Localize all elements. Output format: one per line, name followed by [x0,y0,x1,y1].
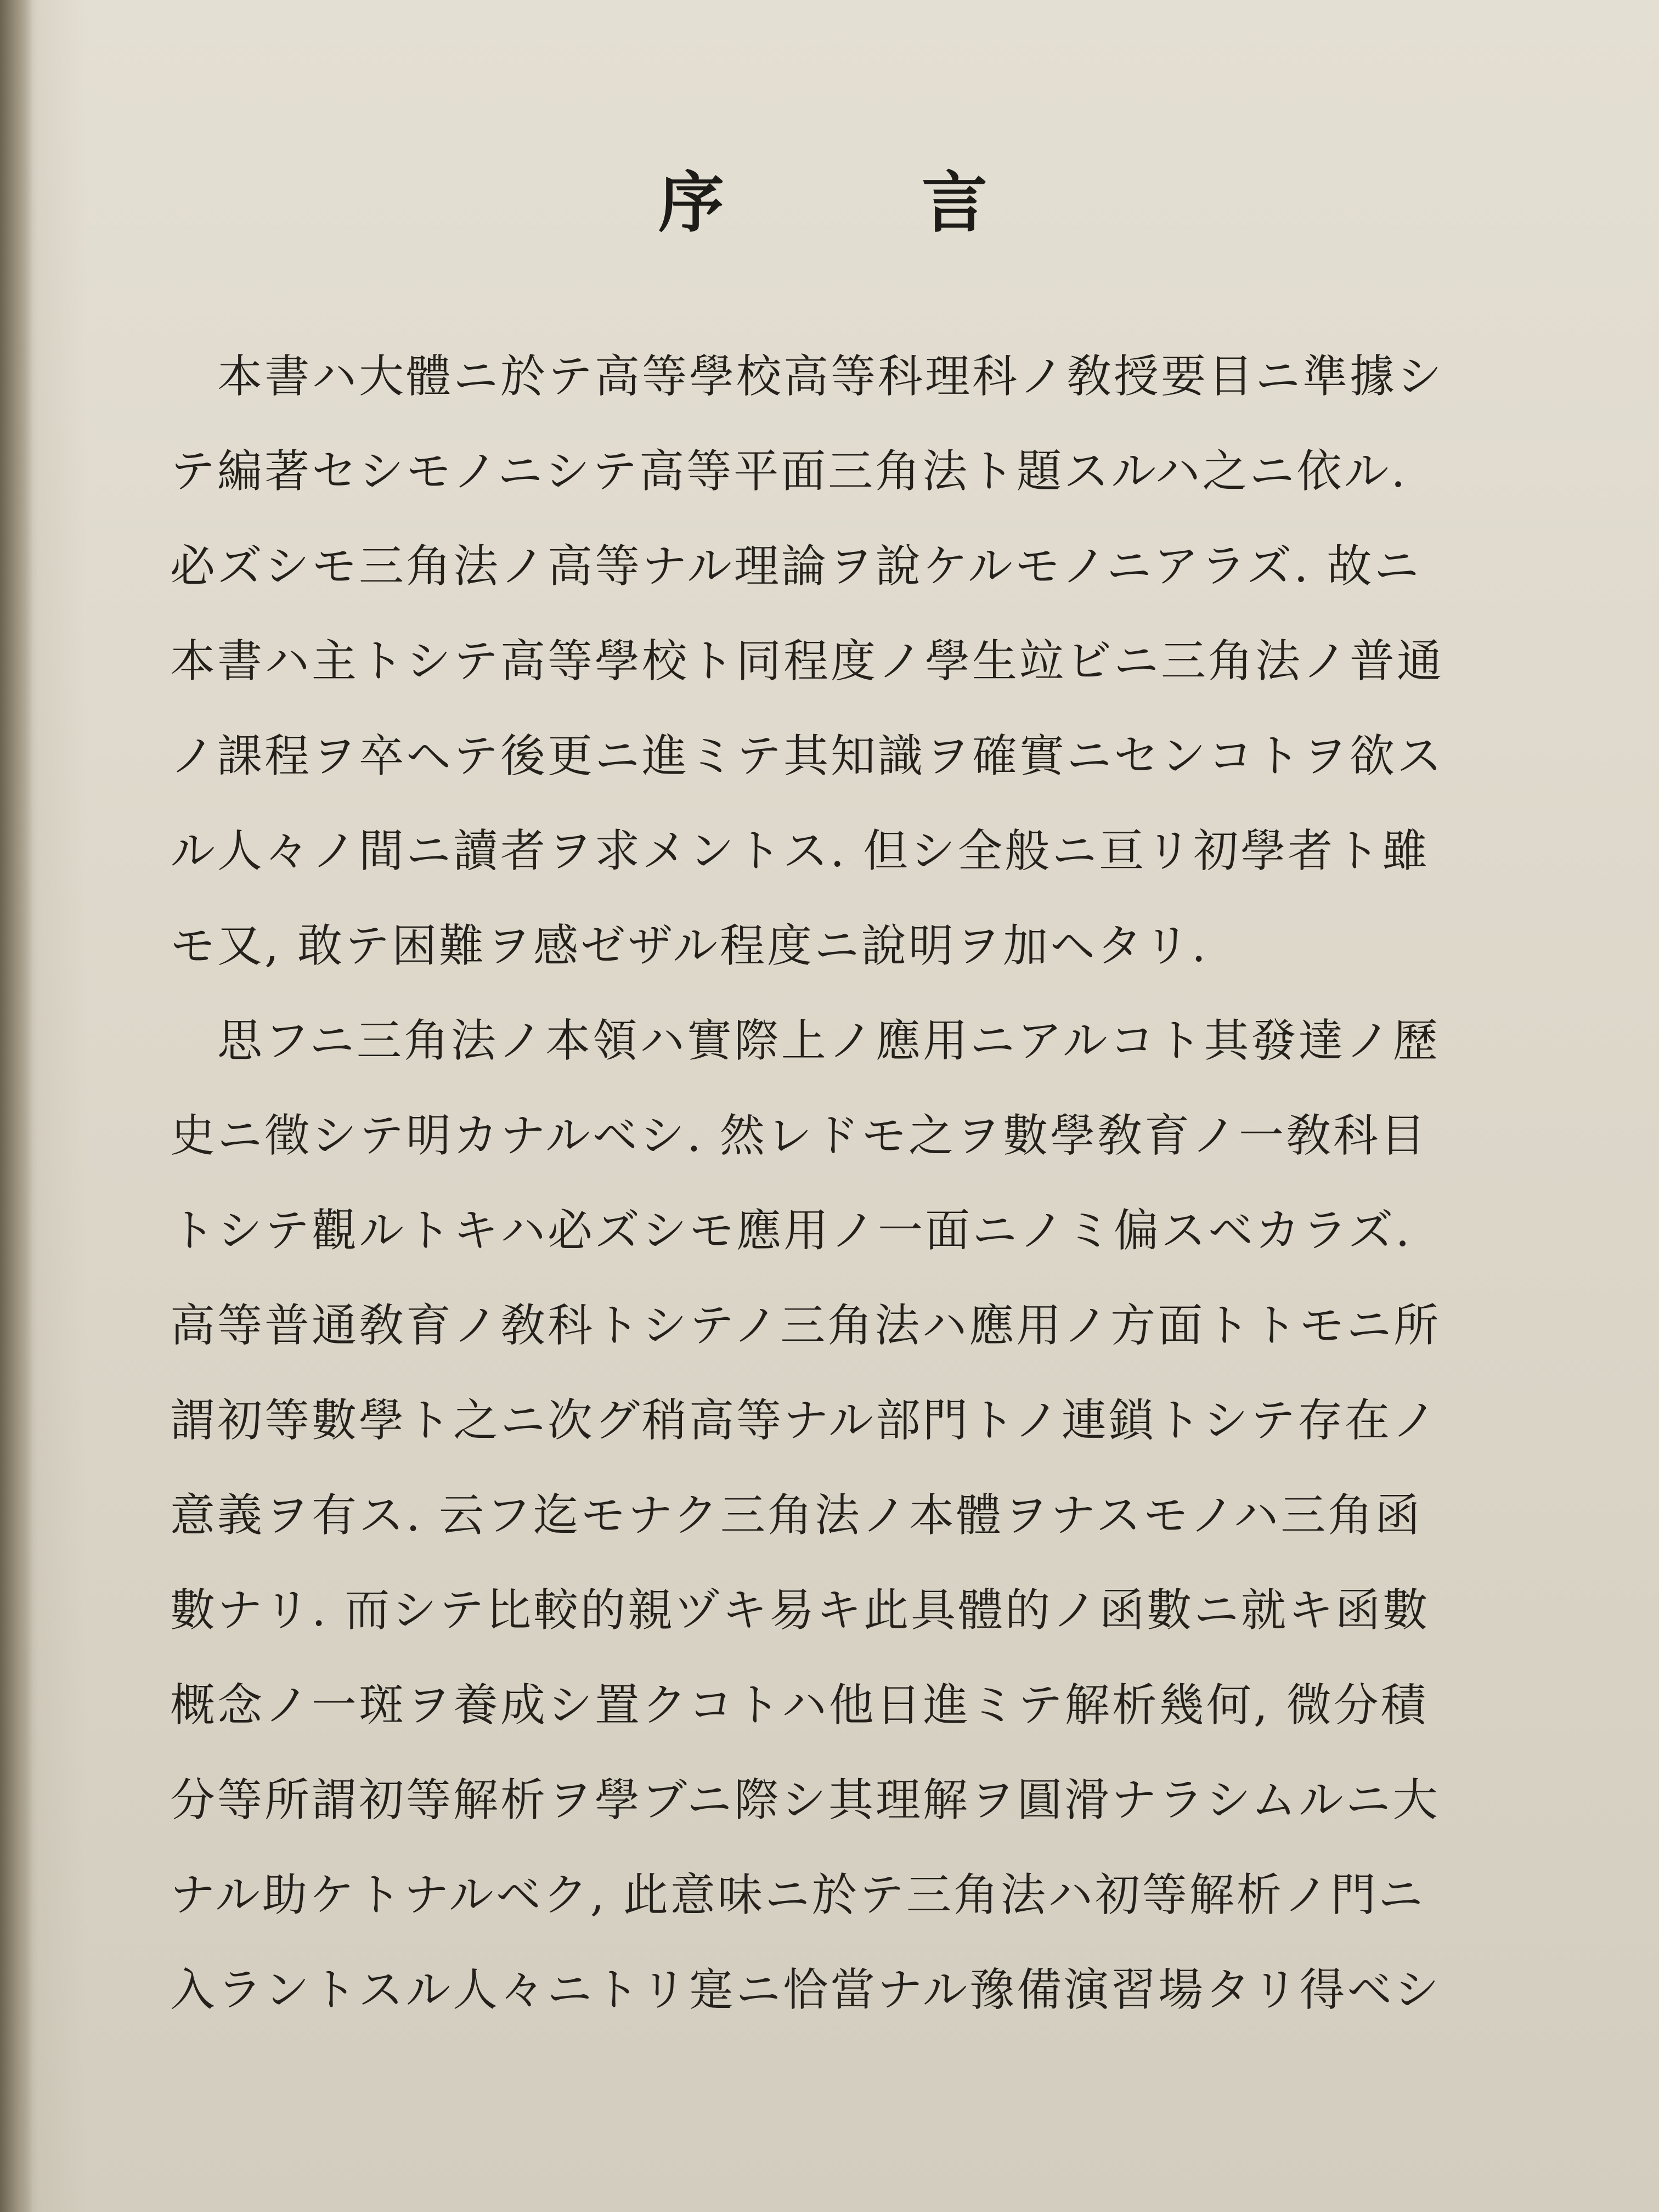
spine-shadow [0,0,33,2212]
text-line: モ又, 敢テ困難ヲ感ゼザル程度ニ說明ヲ加ヘタリ. [170,920,1209,972]
text-line: 入ラントスル人々ニトリ寔ニ恰當ナル豫備演習場タリ得ベシ [170,1964,1442,2016]
text-line: トシテ觀ルトキハ必ズシモ應用ノ一面ニノミ偏スベカラズ. [170,1205,1412,1257]
text-line: 本書ハ大體ニ於テ高等學校高等科理科ノ敎授要目ニ準據シ [170,351,1444,403]
text-line: 分等所謂初等解析ヲ學ブニ際シ其理解ヲ圓滑ナラシムルニ大 [170,1774,1440,1826]
title-char-2: 言 [922,164,988,241]
text-line: ナル助ケトナルベク, 此意味ニ於テ三角法ハ初等解析ノ門ニ [170,1869,1425,1921]
text-line: 意義ヲ有ス. 云フ迄モナク三角法ノ本體ヲナスモノハ三角函 [170,1489,1423,1542]
text-line: 概念ノ一斑ヲ養成シ置クコトハ他日進ミテ解析幾何, 微分積 [170,1679,1428,1731]
text-line: テ編著セシモノニシテ高等平面三角法ト題スルハ之ニ依ル. [170,445,1408,498]
preface-body [170,329,1454,2038]
title-char-1: 序 [658,164,724,241]
text-line: 高等普通敎育ノ敎科トシテノ三角法ハ應用ノ方面トトモニ所 [170,1300,1441,1352]
page-title [658,148,988,247]
text-line: 史ニ徵シテ明カナルベシ. 然レドモ之ヲ數學敎育ノ一敎科目 [170,1110,1428,1162]
text-line: 本書ハ主トシテ高等學校ト同程度ノ學生竝ビニ三角法ノ普通 [170,635,1444,687]
text-line: ル人々ノ間ニ讀者ヲ求メントス. 但シ全般ニ亘リ初學者ト雖 [170,825,1430,877]
text-line: 數ナリ. 而シテ比較的親ヅキ易キ此具體的ノ函數ニ就キ函數 [170,1584,1430,1637]
text-line: 思フニ三角法ノ本領ハ實際上ノ應用ニアルコト其發達ノ歷 [170,1015,1440,1067]
text-line: 謂初等數學ト之ニ次グ稍高等ナル部門トノ連鎖トシテ存在ノ [170,1395,1439,1447]
text-line: 必ズシモ三角法ノ高等ナル理論ヲ說ケルモノニアラズ. 故ニ [170,540,1421,592]
text-line: ノ課程ヲ卒ヘテ後更ニ進ミテ其知識ヲ確實ニセンコトヲ欲ス [170,730,1444,782]
